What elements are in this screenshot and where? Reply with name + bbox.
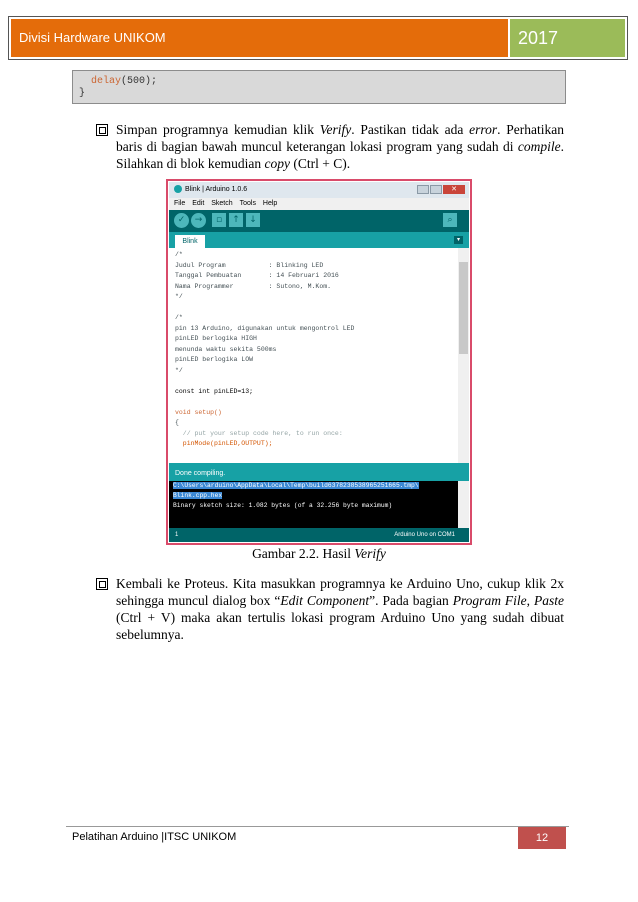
term-paste: Paste xyxy=(534,593,565,608)
console-path-line: C:\Users\arduino\AppData\Local\Temp\build6378238538965251665.tmp\ xyxy=(173,482,419,489)
text: . Silahkan di blok kemudian xyxy=(116,139,564,171)
figure-caption xyxy=(0,546,638,562)
code-line: pin 13 Arduino, digunakan untuk mengontrol LED xyxy=(175,324,355,332)
term-program-file: Program File xyxy=(452,593,527,608)
code-line: pinMode(pinLED,OUTPUT); xyxy=(175,440,273,447)
tab-blink[interactable]: Blink xyxy=(175,235,205,248)
code-line: Tanggal Pembuatan : 14 Februari 2016 xyxy=(175,272,339,279)
ide-footer xyxy=(169,528,469,542)
term-edit-component: Edit Component xyxy=(280,593,370,608)
upload-arrow-icon[interactable]: → xyxy=(191,213,206,228)
line-number: 1 xyxy=(175,532,179,538)
ide-menubar xyxy=(169,198,469,210)
code-function: delay xyxy=(91,76,122,87)
paragraph-verify xyxy=(116,121,564,172)
text: (Ctrl + C). xyxy=(289,156,351,171)
code-args: (500); xyxy=(121,76,158,87)
code-line xyxy=(175,303,458,314)
ide-tabbar xyxy=(169,232,469,248)
save-file-icon[interactable]: ↓ xyxy=(246,213,260,227)
code-line: pinLED berlogika HIGH xyxy=(175,335,257,342)
arduino-logo-icon xyxy=(174,185,182,193)
editor-scrollbar-thumb[interactable] xyxy=(459,262,468,354)
code-line: /* xyxy=(175,251,183,258)
menu-file[interactable]: File xyxy=(174,200,186,207)
close-icon[interactable]: ✕ xyxy=(443,185,465,194)
ide-toolbar xyxy=(169,210,469,232)
header-year: 2017 xyxy=(510,19,625,57)
caption-italic: Verify xyxy=(354,546,386,561)
page-number: 12 xyxy=(518,827,566,849)
code-line: pinLED berlogika LOW xyxy=(175,356,254,363)
code-snippet xyxy=(72,70,566,104)
maximize-icon[interactable] xyxy=(430,185,442,194)
caption-text: Gambar 2.2. Hasil xyxy=(252,546,355,561)
open-file-icon[interactable]: ↑ xyxy=(229,213,243,227)
code-line xyxy=(175,376,458,387)
console-scrollbar[interactable] xyxy=(458,481,469,528)
code-line: { xyxy=(175,419,179,426)
text: . Pastikan tidak ada xyxy=(351,122,470,137)
serial-monitor-icon[interactable]: ⌕ xyxy=(443,213,457,227)
checkbox-bullet-icon xyxy=(96,124,108,136)
code-line: // put your setup code here, to run once: xyxy=(175,429,343,437)
checkbox-bullet-icon xyxy=(96,578,108,590)
paragraph-proteus xyxy=(116,575,564,643)
text: . Perhatikan baris di bagian bawah muncul keterangan lokasi program yang sudah di xyxy=(116,122,565,154)
code-line: void setup() xyxy=(175,408,222,416)
header-title: Divisi Hardware UNIKOM xyxy=(11,19,508,57)
ide-status-bar: Done compiling. xyxy=(169,463,469,481)
text: , xyxy=(526,593,535,608)
verify-check-icon[interactable]: ✓ xyxy=(174,213,189,228)
code-line: */ xyxy=(175,293,183,300)
menu-tools[interactable]: Tools xyxy=(239,200,256,207)
text: Kembali ke Proteus. Kita masukkan programnya ke Arduino Uno, cukup klik 2x sehingga muncul dialog box “ xyxy=(116,576,564,608)
code-line: Nama Programmer : Sutono, M.Kom. xyxy=(175,282,332,290)
new-file-icon[interactable]: ▫ xyxy=(212,213,226,227)
footer-text: Pelatihan Arduino |ITSC UNIKOM xyxy=(72,831,237,843)
code-line: /* xyxy=(175,314,183,321)
term-copy: copy xyxy=(264,156,290,171)
console-size-line: Binary sketch size: 1.082 bytes (of a 32.256 byte maximum) xyxy=(173,502,393,509)
menu-sketch[interactable]: Sketch xyxy=(211,200,233,207)
minimize-icon[interactable] xyxy=(417,185,429,194)
tab-menu-chevron-icon[interactable]: ▾ xyxy=(454,236,463,244)
code-closing-brace: } xyxy=(79,88,86,99)
ide-console[interactable] xyxy=(169,481,458,528)
code-line: menunda waktu sekita 500ms xyxy=(175,345,277,353)
footer-rule xyxy=(66,826,569,827)
menu-edit[interactable]: Edit xyxy=(192,200,205,207)
code-line: */ xyxy=(175,366,183,374)
console-hex-line: Blink.cpp.hex xyxy=(173,492,223,499)
code-line xyxy=(175,397,458,408)
code-line: const int pinLED=13; xyxy=(175,387,254,395)
ide-window-title: Blink | Arduino 1.0.6 xyxy=(185,186,248,193)
board-port: Arduino Uno on COM1 xyxy=(394,532,455,538)
code-line: Judul Program : Blinking LED xyxy=(175,261,324,269)
term-compile: compile xyxy=(517,139,561,154)
text: ”. Pada bagian xyxy=(369,593,453,608)
term-error: error xyxy=(469,122,498,137)
text: Simpan programnya kemudian klik xyxy=(116,122,320,137)
ide-code-editor[interactable] xyxy=(169,248,458,463)
ide-titlebar xyxy=(169,182,469,198)
menu-help[interactable]: Help xyxy=(262,200,278,207)
term-verify: Verify xyxy=(319,122,352,137)
text: (Ctrl + V) maka akan tertulis lokasi program Arduino Uno yang sudah dibuat sebelumnya. xyxy=(116,610,564,642)
